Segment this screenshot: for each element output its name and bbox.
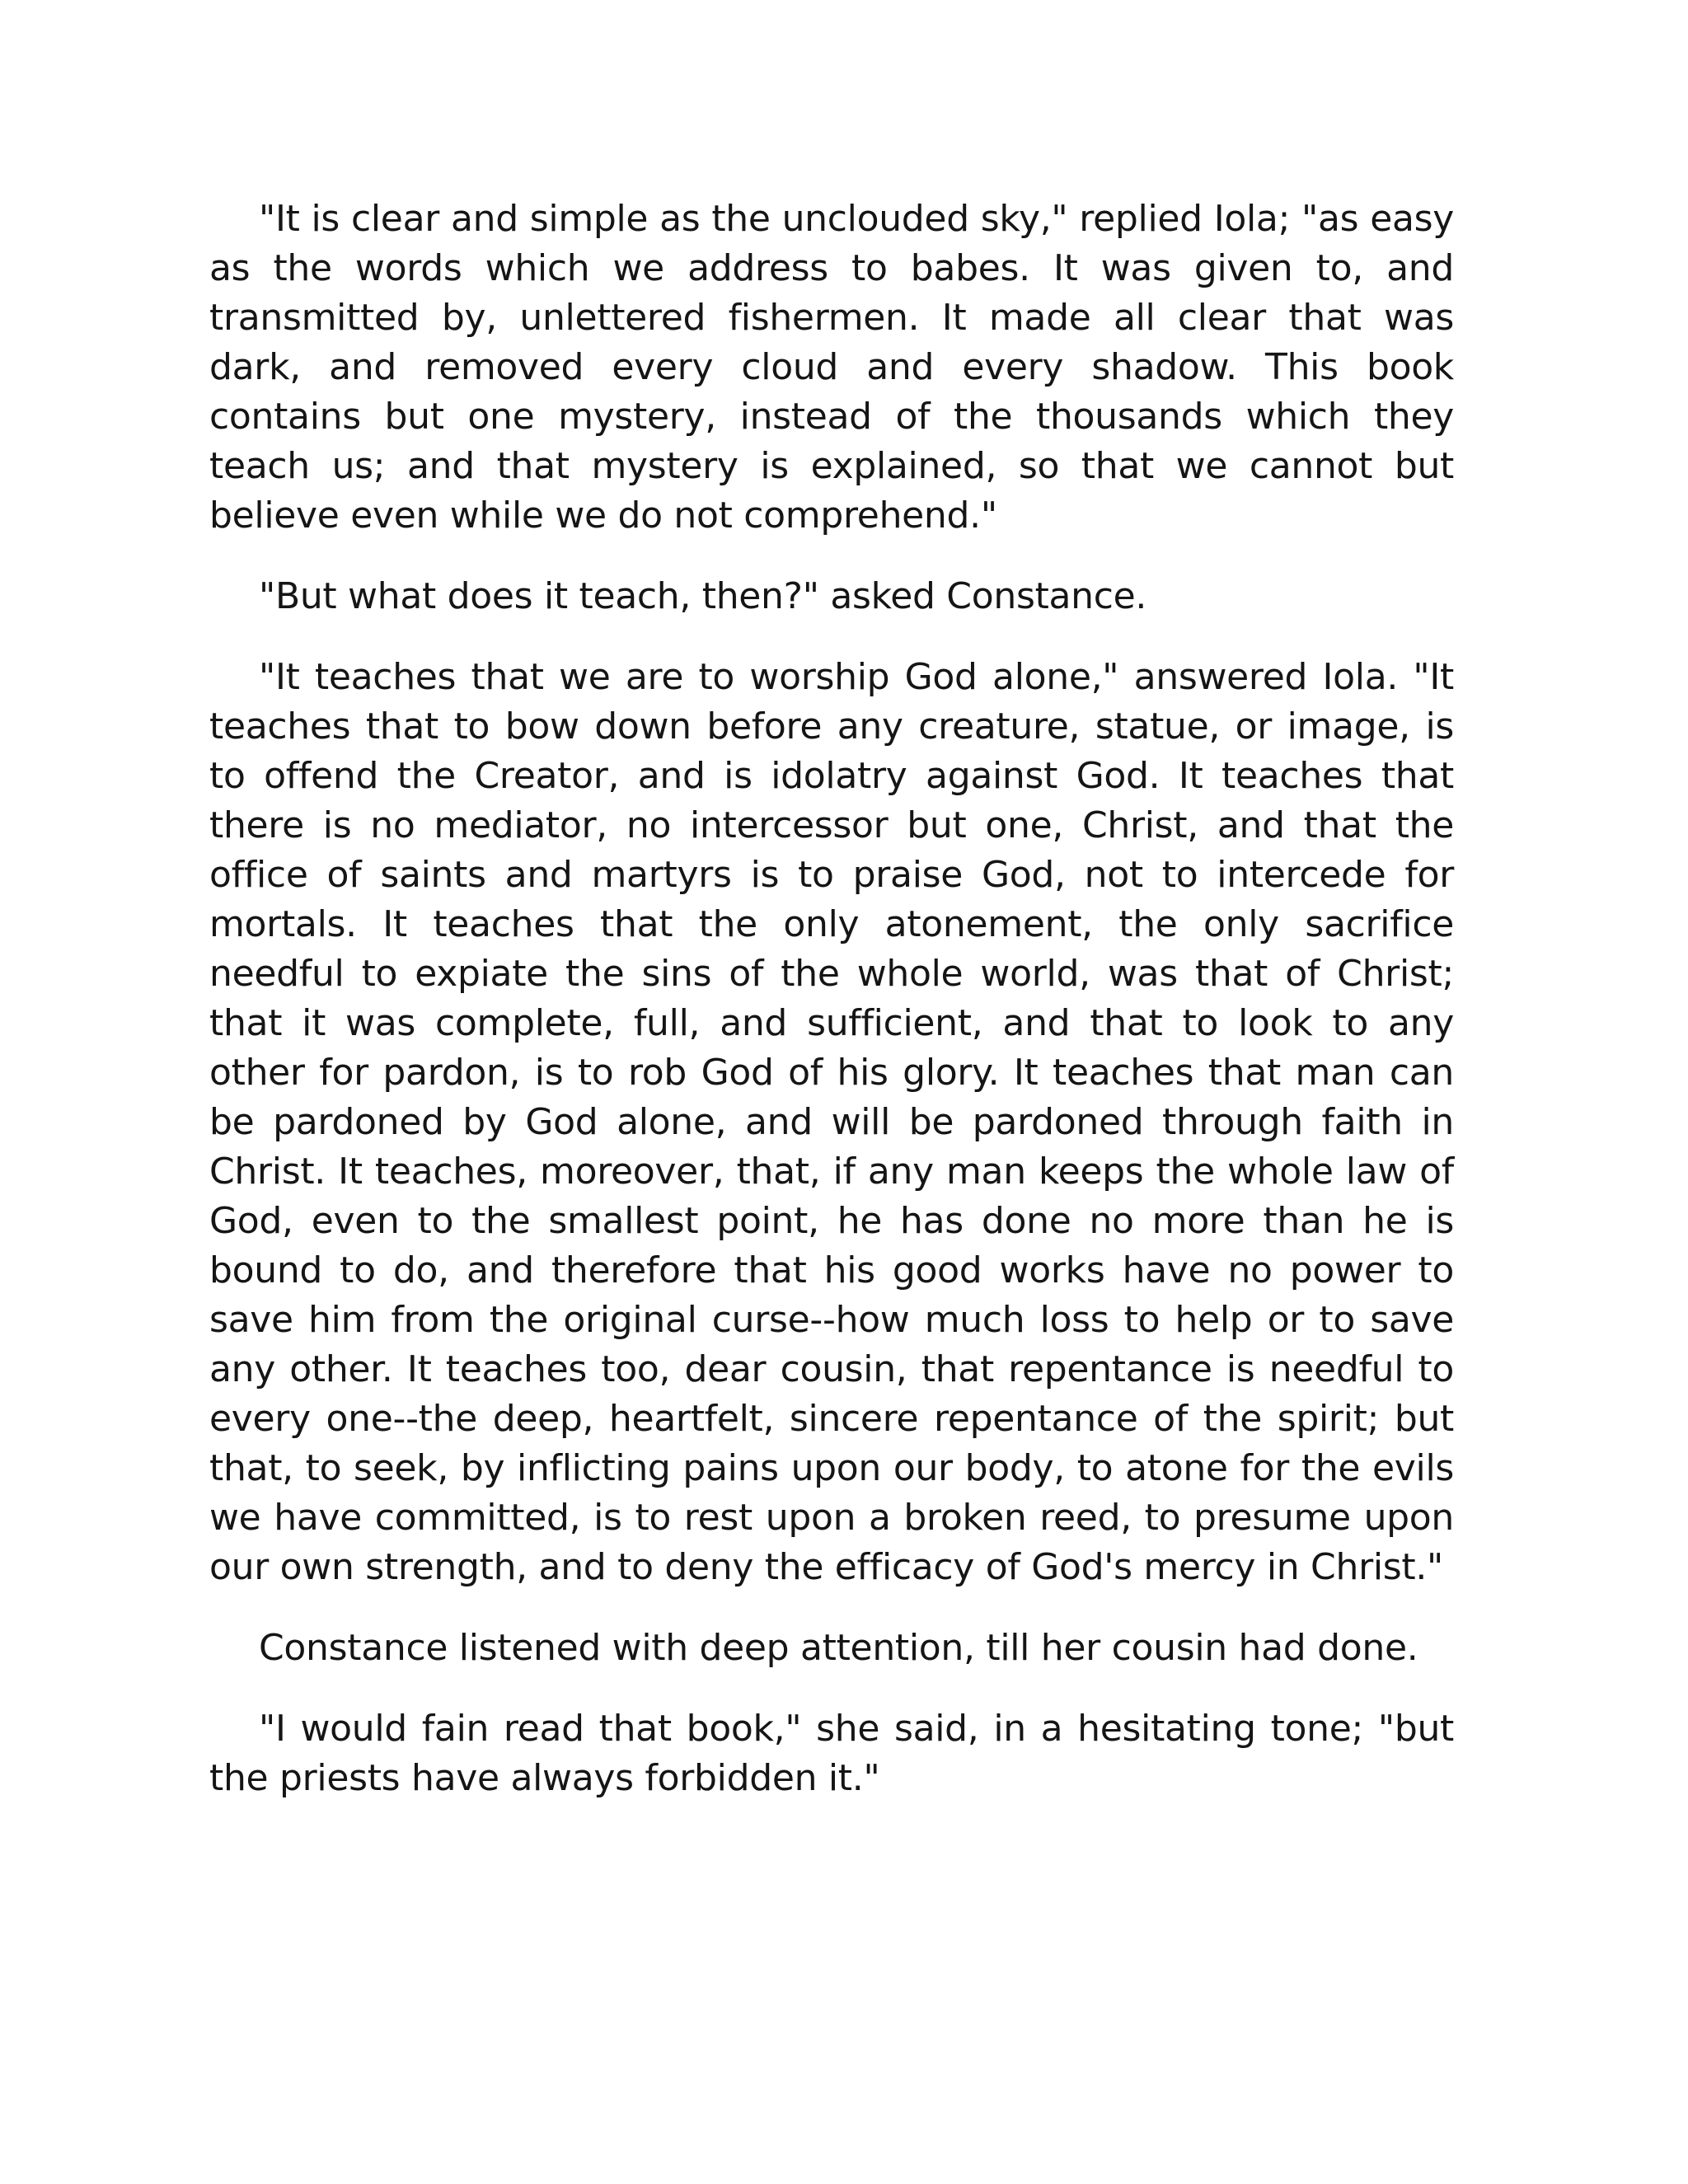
paragraph-constance-listens: Constance listened with deep attention, till her cousin had done. xyxy=(259,1627,1418,1669)
paragraph-constance-reply: "I would fain read that book," she said, in a hesitating tone; "but the priests have always forbidden it." xyxy=(209,1708,1454,1799)
paragraph-constance-question: "But what does it teach, then?" asked Constance. xyxy=(259,575,1147,617)
paragraph-iola-teaching: "It teaches that we are to worship God alone," answered Iola. "It teaches that to bow down before any creature, statue, or image, is to offend the Creator, and is idolatry against God. It teaches that there is no mediator, no intercessor but one, Christ, and that the office of saints and martyrs is to praise God, not to intercede for mortals. It teaches that the only atonement, the only sacrifice needful to expiate the sins of the whole world, was that of Christ; that it was complete, full, and sufficient, and that to look to any other for pardon, is to rob God of his glory. It teaches that man can be pardoned by God alone, and will be pardoned through faith in Christ. It teaches, moreover, that, if any man keeps the whole law of God, even to the smallest point, he has done no more than he is bound to do, and therefore that his good works have no power to save him from the original curse--how much loss to help or to save any other. It teaches too, dear cousin, that repentance is needful to every one--the deep, heartfelt, sincere repentance of the spirit; but that, to seek, by inflicting pains upon our body, to atone for the evils we have committed, is to rest upon a broken reed, to presume upon our own strength, and to deny the efficacy of God's mercy in Christ." xyxy=(209,656,1454,1588)
paragraph-iola-reply: "It is clear and simple as the unclouded sky," replied Iola; "as easy as the words which we address to babes. It was given to, and transmitted by, unlettered fishermen. It made all clear that was dark, and removed every cloud and every shadow. This book contains but one mystery, instead of the thousands which they teach us; and that mystery is explained, so that we cannot but believe even while we do not comprehend." xyxy=(209,198,1454,537)
book-page xyxy=(209,194,1454,1835)
